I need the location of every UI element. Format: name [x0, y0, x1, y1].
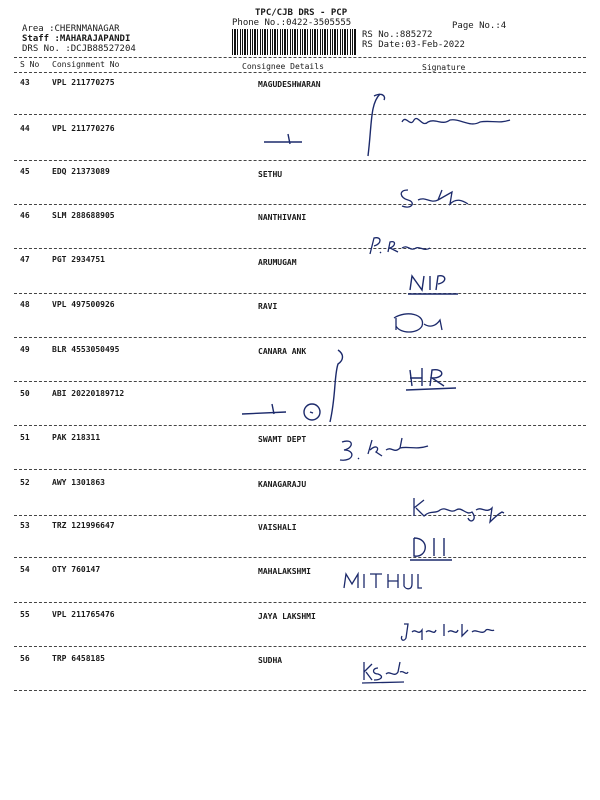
row-sno: 49	[20, 345, 30, 354]
row-divider	[14, 160, 586, 161]
row-divider	[14, 557, 586, 558]
row-consignment: VPL 211765476	[52, 610, 115, 619]
row-divider	[14, 469, 586, 470]
row-consignee: RAVI	[258, 302, 278, 311]
row-consignee: MAGUDESHWARAN	[258, 80, 321, 89]
column-header-consignee: Consignee Details	[242, 62, 324, 71]
header-divider-top	[14, 57, 586, 58]
row-consignee: KANAGARAJU	[258, 480, 307, 489]
row-sno: 56	[20, 654, 30, 663]
row-sno: 44	[20, 124, 30, 133]
phone-number: Phone No.:0422-3505555	[232, 18, 352, 28]
row-sno: 48	[20, 300, 30, 309]
rs-date: RS Date:03-Feb-2022	[362, 40, 465, 50]
row-consignee: CANARA ANK	[258, 347, 307, 356]
signature-mark-50	[240, 396, 330, 424]
row-consignee: VAISHALI	[258, 523, 297, 532]
row-consignment: VPL 497500926	[52, 300, 115, 309]
column-header-sno: S No	[20, 60, 40, 69]
row-sno: 47	[20, 255, 30, 264]
row-sno: 50	[20, 389, 30, 398]
header-divider-bottom	[14, 72, 586, 73]
row-divider	[14, 602, 586, 603]
signature-b-kumar	[336, 434, 436, 466]
row-sno: 43	[20, 78, 30, 87]
signature-hr	[404, 362, 464, 394]
row-consignment: SLM 288688905	[52, 211, 115, 220]
row-consignment: AWY 1301863	[52, 478, 105, 487]
rs-number: RS No.:885272	[362, 30, 433, 40]
row-sno: 45	[20, 167, 30, 176]
row-divider	[14, 381, 586, 382]
signature-mark-44	[262, 130, 322, 150]
row-divider	[14, 293, 586, 294]
row-sno: 46	[20, 211, 30, 220]
signature-sethu	[396, 182, 476, 212]
row-consignee: MAHALAKSHMI	[258, 567, 311, 576]
row-consignment: VPL 211770275	[52, 78, 115, 87]
row-divider	[14, 248, 586, 249]
column-header-consignment: Consignment No	[52, 60, 120, 69]
signature-ravi	[386, 308, 456, 338]
signature-magudeswaran	[350, 84, 530, 160]
row-consignment: TRP 6458185	[52, 654, 105, 663]
row-consignee: SWAMT DEPT	[258, 435, 307, 444]
area-label: Area :CHERNMANAGAR	[22, 24, 120, 34]
row-consignee: SUDHA	[258, 656, 283, 665]
row-sno: 53	[20, 521, 30, 530]
row-sno: 51	[20, 433, 30, 442]
row-sno: 52	[20, 478, 30, 487]
row-divider	[14, 337, 586, 338]
row-consignment: BLR 4553050495	[52, 345, 120, 354]
barcode	[232, 29, 357, 55]
row-consignee: NANTHIVANI	[258, 213, 307, 222]
column-header-signature: Signature	[422, 63, 466, 72]
page-number: Page No.:4	[452, 21, 507, 31]
row-divider	[14, 204, 586, 205]
signature-mithul	[340, 568, 422, 592]
row-sno: 55	[20, 610, 30, 619]
row-consignment: ABI 20220189712	[52, 389, 125, 398]
signature-k-sudha	[360, 658, 410, 686]
row-sno: 54	[20, 565, 30, 574]
signature-p-ranji	[366, 234, 436, 258]
signature-nip	[404, 270, 464, 300]
row-consignment: TRZ 121996647	[52, 521, 115, 530]
document-title: TPC/CJB DRS - PCP	[255, 8, 348, 18]
row-divider	[14, 425, 586, 426]
row-consignment: PAK 218311	[52, 433, 101, 442]
signature-jaya-laksmi	[400, 618, 500, 644]
row-consignment: PGT 2934751	[52, 255, 105, 264]
row-consignment: VPL 211770276	[52, 124, 115, 133]
row-consignee: ARUMUGAM	[258, 258, 297, 267]
row-divider	[14, 690, 586, 691]
row-consignment: OTY 760147	[52, 565, 101, 574]
signature-dh	[408, 532, 458, 564]
row-consignment: EDQ 21373089	[52, 167, 110, 176]
row-consignee: JAYA LAKSHMI	[258, 612, 316, 621]
staff-label: Staff :MAHARAJAPANDI	[22, 34, 131, 44]
drs-number: DRS No. :DCJB88527204	[22, 44, 136, 54]
row-divider	[14, 646, 586, 647]
row-consignee: SETHU	[258, 170, 283, 179]
signature-kanagaraj	[410, 494, 510, 526]
